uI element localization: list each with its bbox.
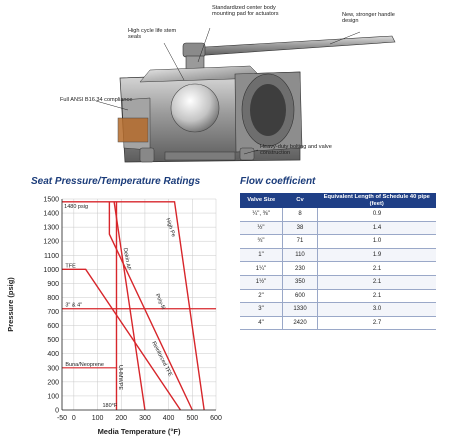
cell-cv: 1330 — [283, 303, 318, 317]
cell-cv: 600 — [283, 289, 318, 303]
header-equivalent-length: Equivalent Length of Schedule 40 pipe (feet) — [318, 193, 437, 208]
table-row — [240, 221, 436, 235]
chart-annotation: 180°F — [102, 403, 118, 409]
y-tick-label: 1500 — [43, 196, 59, 204]
x-axis-title: Media Temperature (°F) — [97, 427, 181, 436]
table-row — [240, 316, 436, 330]
callout-center-pad: Standardized center body mounting pad for actuators — [212, 5, 279, 18]
cell-equivalent-length: 1.4 — [318, 221, 437, 235]
x-tick-label: 100 — [91, 415, 104, 422]
cell-equivalent-length: 2.1 — [318, 262, 437, 276]
y-axis-title: Pressure (psig) — [6, 277, 15, 332]
table-row — [240, 289, 436, 303]
cell-valve-size: 3" — [240, 303, 283, 317]
cell-equivalent-length: 2.1 — [318, 289, 437, 303]
x-tick-label: 600 — [210, 415, 222, 422]
cell-equivalent-length: 2.7 — [318, 316, 437, 330]
cell-cv: 350 — [283, 275, 318, 289]
table-row — [240, 275, 436, 289]
x-tick-label: -50 — [56, 415, 68, 422]
flow-title: Flow coefficient — [240, 176, 316, 187]
cell-valve-size: ¾" — [240, 235, 283, 249]
series-label: Poly-fil — [153, 293, 166, 311]
header-cv: Cv — [283, 193, 318, 208]
table-row — [240, 208, 436, 221]
pressure-temperature-chart — [0, 188, 232, 442]
table-row — [240, 248, 436, 262]
series-label: UHMWPE — [116, 364, 123, 391]
callout-handle: New, stronger handle design — [342, 12, 395, 25]
x-tick-label: 300 — [139, 415, 151, 422]
x-tick-label: 500 — [186, 415, 199, 422]
table-row — [240, 262, 436, 276]
y-tick-label: 0 — [55, 407, 59, 415]
x-tick-label: 400 — [162, 415, 175, 422]
y-tick-label: 1400 — [43, 210, 59, 218]
cell-valve-size: 1½" — [240, 275, 283, 289]
y-tick-label: 1000 — [43, 266, 59, 274]
y-tick-label: 400 — [47, 351, 59, 359]
x-tick-label: 200 — [115, 415, 128, 422]
header-valve-size: Valve Size — [240, 193, 283, 208]
cell-cv: 71 — [283, 235, 318, 249]
y-tick-label: 700 — [47, 309, 59, 317]
y-tick-label: 800 — [47, 294, 59, 302]
series-label: High Pe — [164, 217, 177, 238]
chart-annotation: 3" & 4" — [65, 302, 83, 309]
handle — [188, 36, 395, 56]
cell-valve-size: 1" — [240, 248, 283, 262]
cell-valve-size: 2" — [240, 289, 283, 303]
y-tick-label: 1200 — [43, 238, 59, 246]
y-tick-label: 1300 — [43, 224, 59, 232]
y-tick-label: 900 — [47, 280, 59, 288]
series-label: Delrin AF — [121, 247, 132, 271]
cell-cv: 38 — [283, 221, 318, 235]
cell-cv: 8 — [283, 208, 318, 221]
cell-equivalent-length: 1.0 — [318, 235, 437, 249]
chart-annotation: 1480 psig — [64, 203, 89, 210]
cell-valve-size: ½" — [240, 221, 283, 235]
y-tick-label: 600 — [47, 323, 59, 331]
series-label: Reinforced TFE — [150, 340, 174, 378]
callout-ansi: Full ANSI B16.34 compliance — [60, 97, 133, 103]
y-tick-label: 100 — [47, 393, 59, 401]
valve-ball — [171, 84, 219, 132]
series-line — [62, 202, 204, 410]
y-tick-label: 200 — [47, 379, 59, 387]
cell-valve-size: 1¼" — [240, 262, 283, 276]
chart-title: Seat Pressure/Temperature Ratings — [31, 176, 201, 187]
cell-valve-size: 4" — [240, 316, 283, 330]
y-tick-label: 300 — [47, 365, 59, 373]
chart-annotation: TFE — [65, 263, 76, 270]
cell-equivalent-length: 2.1 — [318, 275, 437, 289]
y-tick-label: 500 — [47, 337, 59, 345]
cell-valve-size: ¼", ⅜" — [240, 208, 283, 221]
cell-cv: 110 — [283, 248, 318, 262]
table-row — [240, 235, 436, 249]
valve-illustration — [0, 0, 450, 175]
y-tick-label: 1100 — [43, 252, 59, 260]
chart-annotation: Buna/Neoprene — [65, 361, 104, 368]
cell-cv: 230 — [283, 262, 318, 276]
flow-coefficient-table — [240, 193, 436, 330]
x-tick-label: 0 — [71, 415, 76, 422]
table-row — [240, 303, 436, 317]
cell-equivalent-length: 0.9 — [318, 208, 437, 221]
cell-equivalent-length: 1.9 — [318, 248, 437, 262]
callout-bolting: Heavy-duty bolting and valve construction — [260, 144, 332, 157]
cell-equivalent-length: 3.0 — [318, 303, 437, 317]
cell-cv: 2420 — [283, 316, 318, 330]
callout-stem-seals: High cycle life stem seals — [128, 28, 177, 41]
